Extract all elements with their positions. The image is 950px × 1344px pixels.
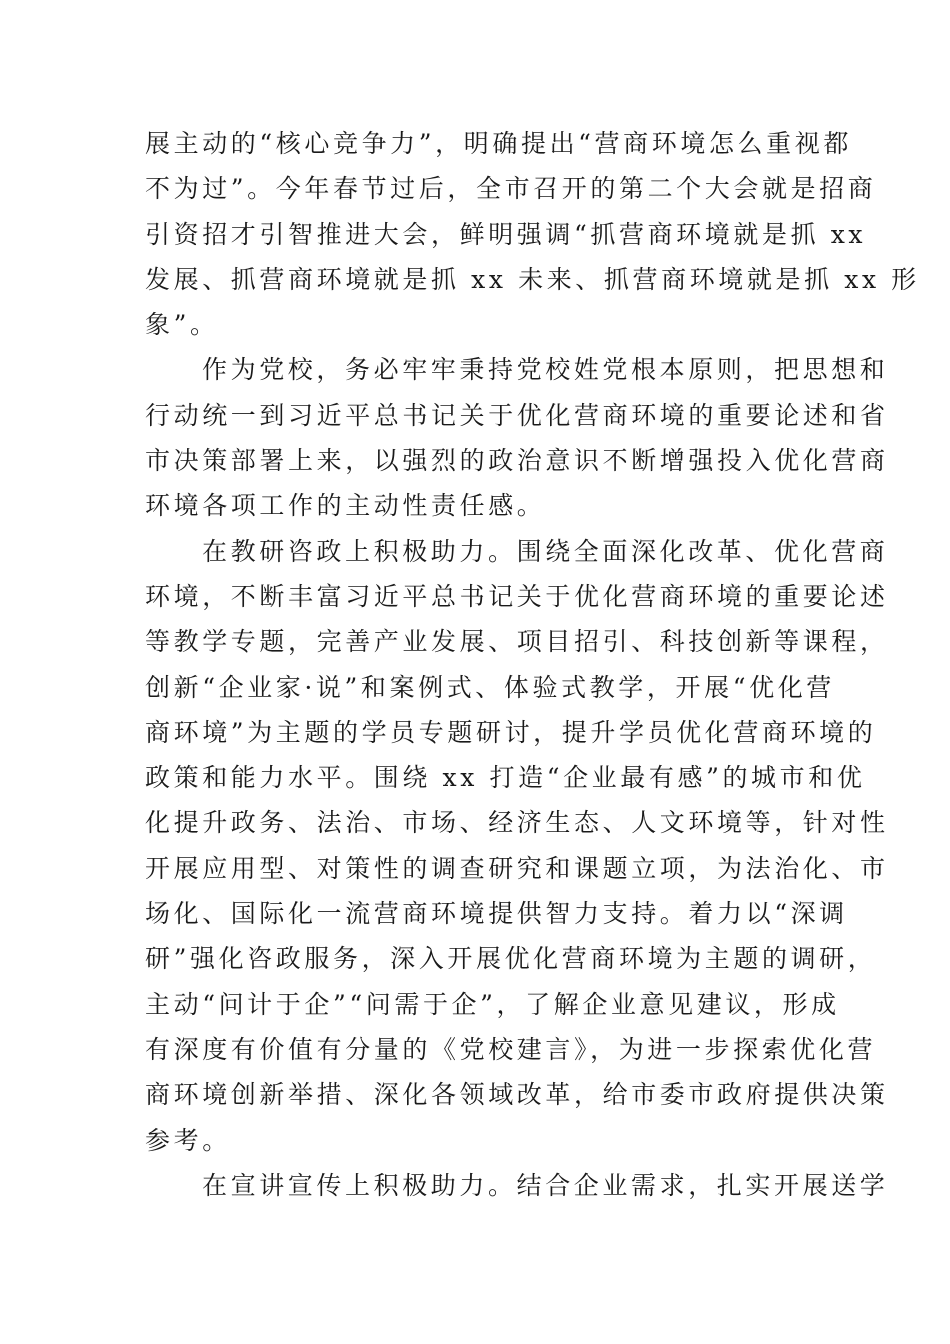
text-line: 在教研咨政上积极助力。围绕全面深化改革、优化营商	[202, 536, 889, 566]
text-line: 在宣讲宣传上积极助力。结合企业需求，扎实开展送学	[202, 1170, 889, 1200]
text-line: 象”。	[145, 310, 219, 340]
paragraph-2	[145, 347, 889, 528]
text-line: 商环境”为主题的学员专题研讨，提升学员优化营商环境的	[145, 717, 877, 747]
paragraph-3	[145, 529, 889, 1163]
text-line: 场化、国际化一流营商环境提供智力支持。着力以“深调	[145, 899, 848, 929]
text-line: 研”强化咨政服务，深入开展优化营商环境为主题的调研，	[145, 944, 877, 974]
text-line: 商环境创新举措、深化各领域改革，给市委市政府提供决策	[145, 1080, 889, 1110]
text-line: 有深度有价值有分量的《党校建言》，为进一步探索优化营	[145, 1034, 877, 1064]
text-line: 作为党校，务必牢牢秉持党校姓党根本原则，把思想和	[202, 355, 889, 385]
text-line: 不为过”。今年春节过后，全市召开的第二个大会就是招商	[145, 174, 877, 204]
paragraph-1	[145, 121, 920, 347]
text-line: 政策和能力水平。围绕 xx 打造“企业最有感”的城市和优	[145, 763, 866, 793]
text-line: 环境各项工作的主动性责任感。	[145, 491, 546, 521]
paragraph-4	[145, 1163, 889, 1208]
text-line: 主动“问计于企”“问需于企”，了解企业意见建议，形成	[145, 989, 840, 1019]
text-line: 创新“企业家·说”和案例式、体验式教学，开展“优化营	[145, 672, 835, 702]
text-line: 参考。	[145, 1125, 231, 1155]
text-line: 市决策部署上来，以强烈的政治意识不断增强投入优化营商	[145, 446, 889, 476]
text-line: 开展应用型、对策性的调查研究和课题立项，为法治化、市	[145, 853, 889, 883]
text-line: 行动统一到习近平总书记关于优化营商环境的重要论述和省	[145, 400, 889, 430]
document-body	[145, 121, 920, 1208]
text-line: 化提升政务、法治、市场、经济生态、人文环境等，针对性	[145, 808, 889, 838]
text-line: 等教学专题，完善产业发展、项目招引、科技创新等课程，	[145, 627, 889, 657]
text-line: 展主动的“核心竞争力”，明确提出“营商环境怎么重视都	[145, 129, 852, 158]
text-line: 引资招才引智推进大会，鲜明强调“抓营商环境就是抓 xx	[145, 219, 867, 249]
text-line: 环境，不断丰富习近平总书记关于优化营商环境的重要论述	[145, 581, 889, 611]
text-line: 发展、抓营商环境就是抓 xx 未来、抓营商环境就是抓 xx 形	[145, 264, 920, 294]
